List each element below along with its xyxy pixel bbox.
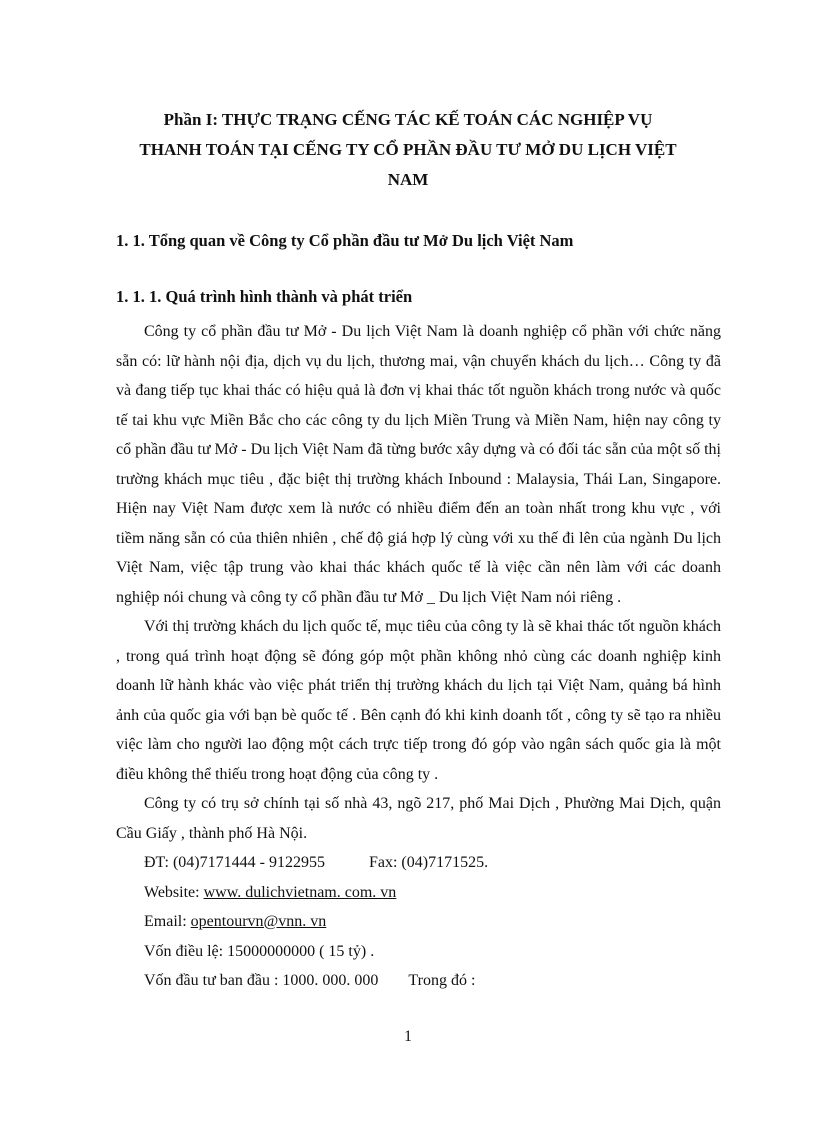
charter-capital-line: Vốn điều lệ: 15000000000 ( 15 tỷ) . [144,942,375,960]
initial-capital-line [116,966,721,996]
section-heading-1-1: 1. 1. Tổng quan về Công ty Cổ phần đầu tư Mở Du lịch Việt Nam [116,231,574,250]
page-number: 1 [404,1028,412,1045]
paragraph-company-overview: Công ty cổ phần đầu tư Mở - Du lịch Việt Nam là doanh nghiệp cổ phần với chức năng sẵn có: lữ hành nội địa, dịch vụ du lịch, thương mai, vận chuyển khách du lịch… Công ty đã và đang tiếp tục khai thác có hiệu quả là đơn vị khai thác tốt nguồn khách trong nước và quốc tế tai khu vực Miền Bắc cho các công ty du lịch Miền Trung và Miền Nam, hiện nay công ty cổ phần đầu tư Mở - Du lịch Việt Nam đã từng bước xây dựng và có đối tác sẵn của một số thị trường khách mục tiêu , đặc biệt thị trường khách Inbound : Malaysia, Thái Lan, Singapore. Hiện nay Việt Nam được xem là nước có nhiều điểm đến an toàn nhất trong khu vực , với tiềm năng sẵn có của thiên nhiên , chế độ giá hợp lý cùng với xu thế đi lên của ngành Du lịch Việt Nam, việc tập trung vào khai thác khách quốc tế là việc cần nên làm với các doanh nghiệp nói chung và công ty cổ phần đầu tư Mở _ Du lịch Việt Nam nói riêng . [116,323,721,606]
website-label: Website: [144,883,204,901]
website-line [116,878,721,908]
title-line-1: Phần I: THỰC TRẠNG CẾNG TÁC KẾ TOÁN CÁC NGHIỆP VỤ [163,110,653,129]
phone-number: ĐT: (04)7171444 - 9122955 [144,854,325,871]
fax-number: Fax: (04)7171525. [368,854,489,871]
paragraph-international-market: Với thị trường khách du lịch quốc tế, mục tiêu của công ty là sẽ khai thác tốt nguồn khách , trong quá trình hoạt động sẽ đóng góp một phần không nhỏ cùng các doanh nghiệp kinh doanh lữ hành khác vào việc phát triển thị trường khách du lịch tại Việt Nam, quảng bá hình ảnh của quốc gia với bạn bè quốc tế . Bên cạnh đó khi kinh doanh tốt , công ty sẽ tạo ra nhiều việc làm cho người lao động một cách trực tiếp trong đó góp vào ngân sách quốc gia là một điều không thể thiếu trong hoạt động của công ty . [116,618,721,783]
email-line [116,907,721,937]
email-label: Email: [144,913,191,930]
body-text [116,317,721,996]
section-heading-1-1-1: 1. 1. 1. Quá trình hình thành và phát triển [116,287,413,306]
title-line-3: NAM [387,170,429,189]
website-link[interactable]: www. dulichvietnam. com. vn [203,883,397,901]
document-title [110,105,706,195]
paragraph-headquarters: Công ty có trụ sở chính tại số nhà 43, ngõ 217, phố Mai Dịch , Phường Mai Dịch, quận Cầu Giấy , thành phố Hà Nội. [116,795,721,842]
initial-capital: Vốn đầu tư ban đầu : 1000. 000. 000 [144,972,379,989]
email-link[interactable]: opentourvn@vnn. vn [190,913,327,930]
contact-phone-fax-line [116,848,721,878]
in-which-label: Trong đó : [408,972,476,989]
title-line-2: THANH TOÁN TẠI CẾNG TY CỔ PHẦN ĐẦU TƯ MỞ DU LỊCH VIỆT [139,140,677,159]
